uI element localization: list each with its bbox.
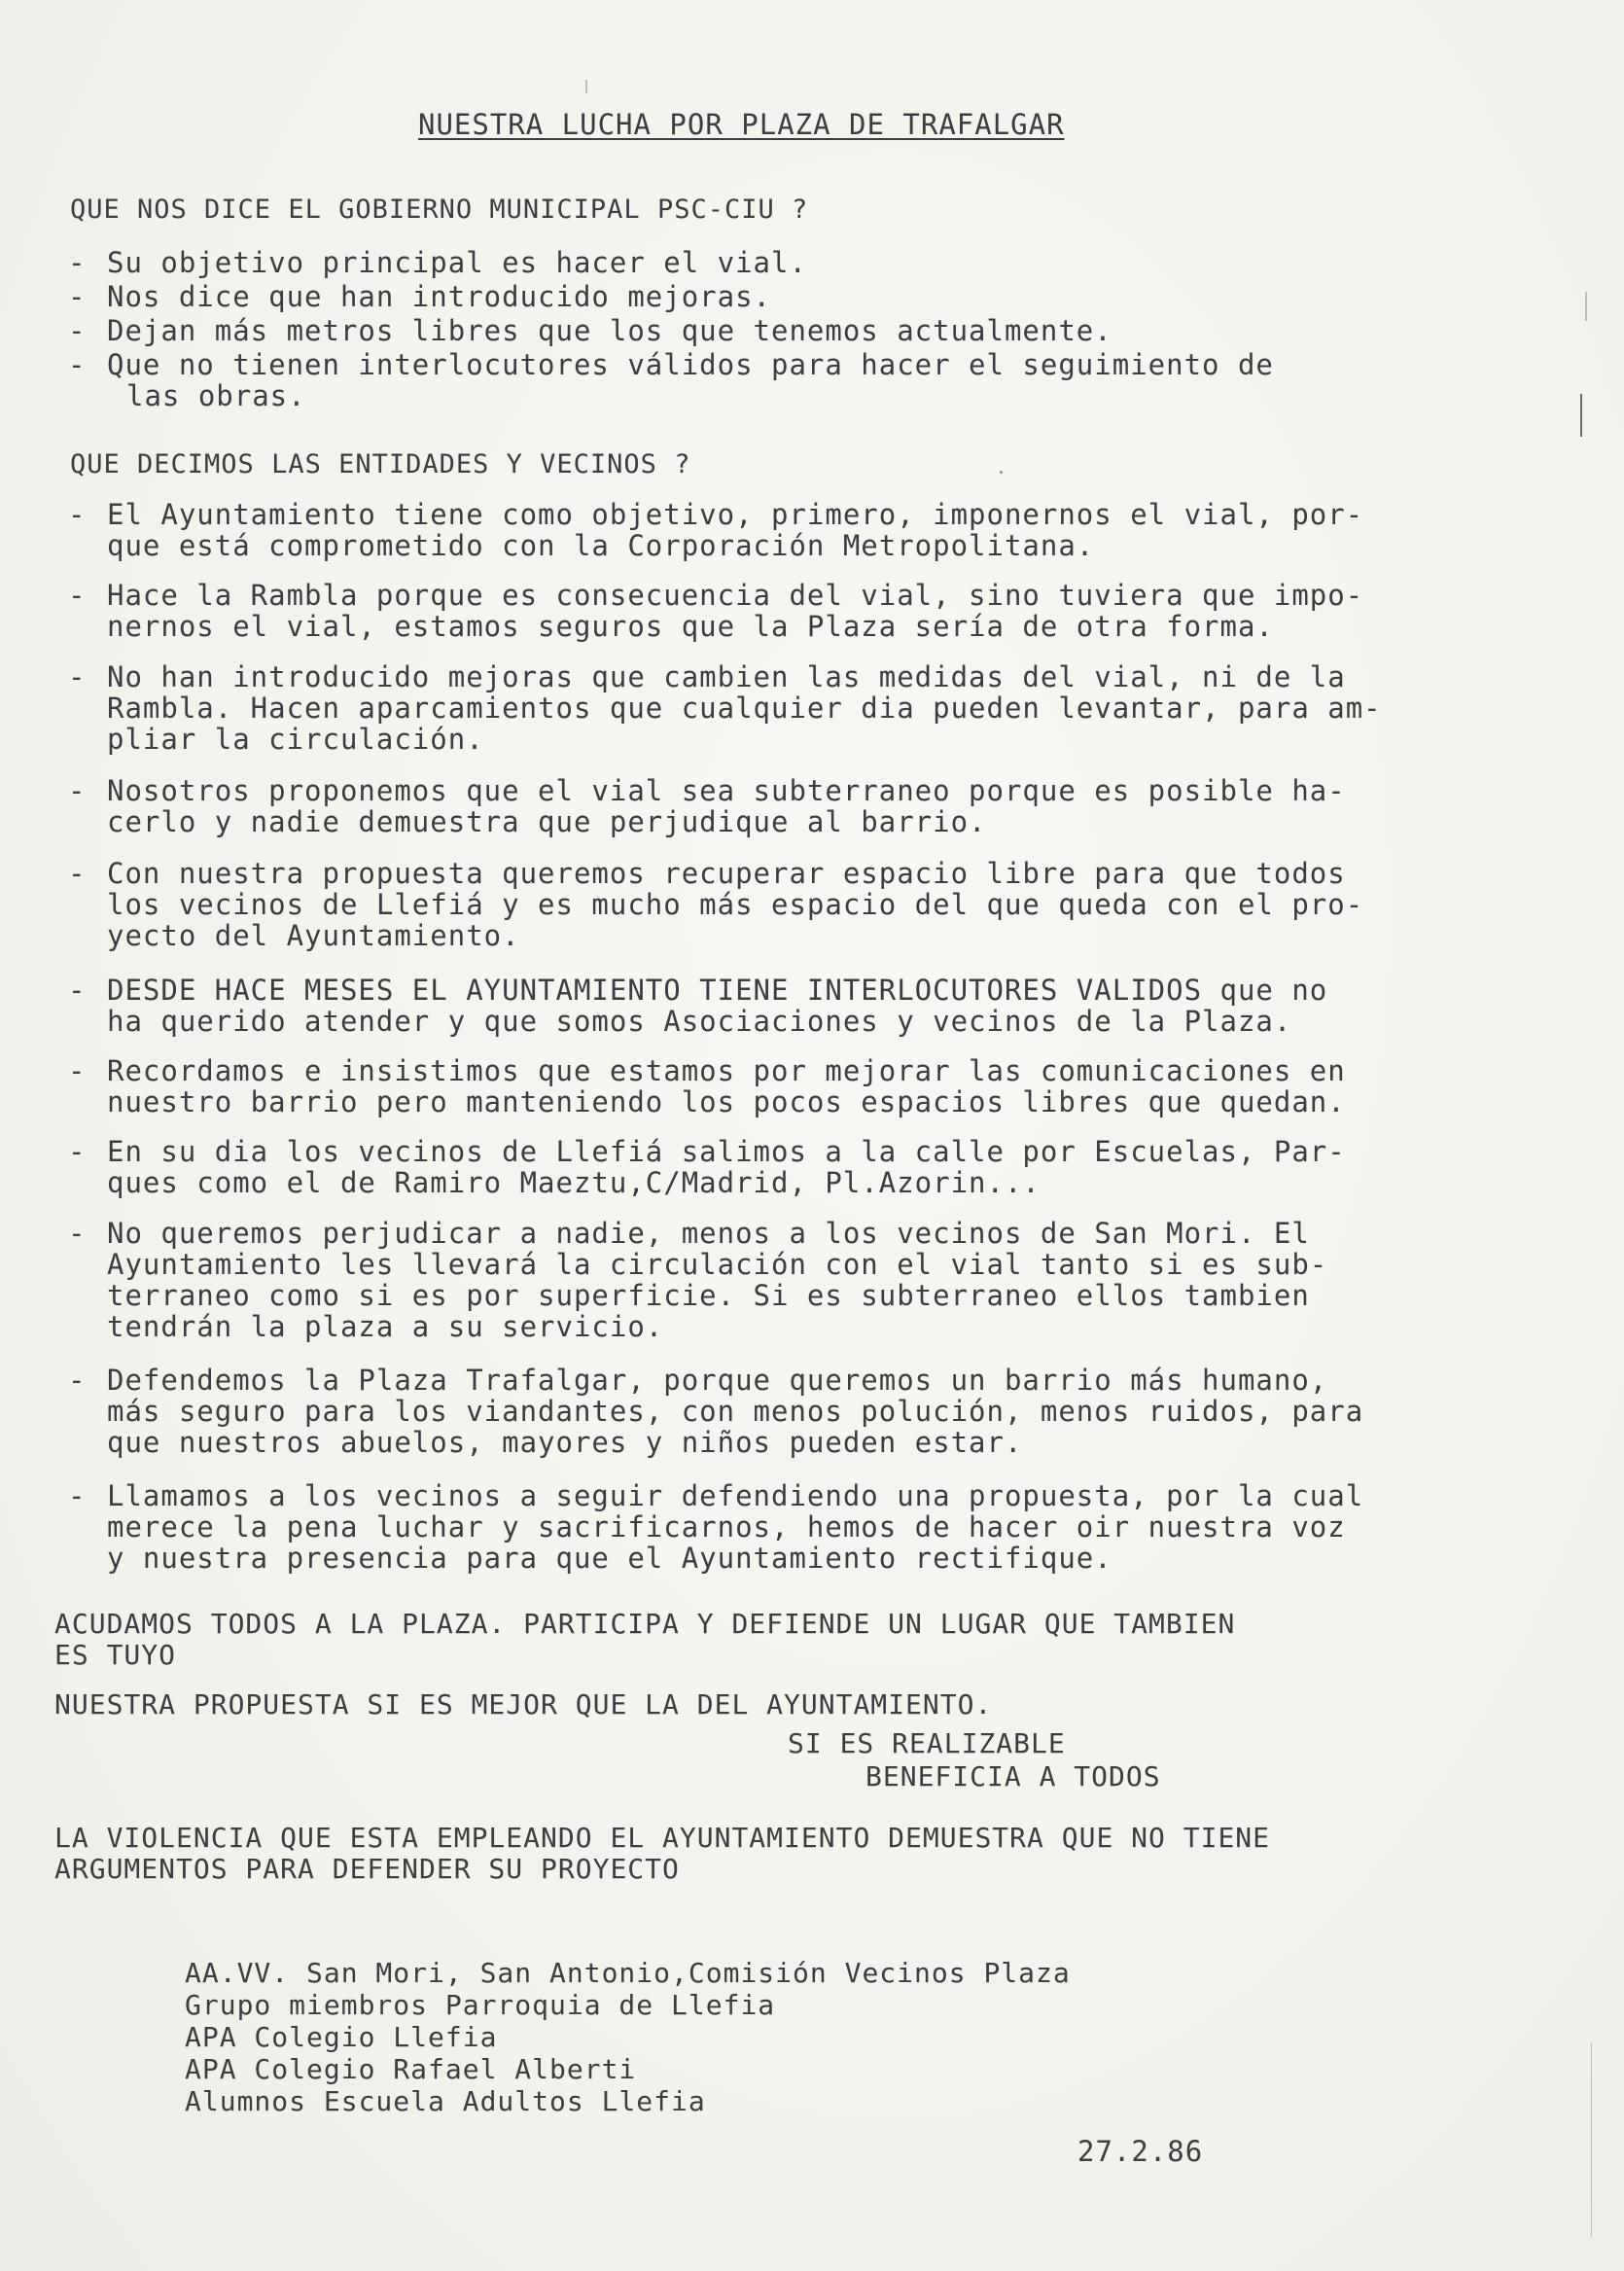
item-line: tendrán la plaza a su servicio. — [107, 1310, 664, 1343]
margin-mark — [1591, 2042, 1592, 2237]
proposal-line: BENEFICIA A TODOS — [865, 1760, 1161, 1792]
item-line: Nosotros proponemos que el vial sea subterraneo porque es posible ha- — [107, 774, 1346, 807]
bullet-dash: - — [68, 246, 87, 279]
item-line: Llamamos a los vecinos a seguir defendiendo una propuesta, por la cual — [107, 1479, 1364, 1512]
item-line: los vecinos de Llefiá y es mucho más espacio del que queda con el pro- — [107, 888, 1364, 921]
item-line: nernos el vial, estamos seguros que la Plaza sería de otra forma. — [107, 610, 1274, 643]
item-line: Dejan más metros libres que los que tenemos actualmente. — [107, 314, 1112, 347]
speck — [1000, 471, 1003, 474]
bullet-dash: - — [68, 314, 87, 347]
item-line: En su dia los vecinos de Llefiá salimos a la calle por Escuelas, Par- — [107, 1135, 1346, 1168]
bullet-dash: - — [68, 1135, 87, 1168]
item-line: Con nuestra propuesta queremos recuperar espacio libre para que todos — [107, 857, 1346, 890]
bullet-dash: - — [68, 660, 87, 693]
item-line: ha querido atender y que somos Asociaciones y vecinos de la Plaza. — [107, 1005, 1292, 1038]
item-line: Que no tienen interlocutores válidos para hacer el seguimiento de — [107, 348, 1274, 381]
item-line: más seguro para los viandantes, con menos polución, menos ruidos, para — [107, 1395, 1364, 1428]
proposal-line: NUESTRA PROPUESTA SI ES MEJOR QUE LA DEL AYUNTAMIENTO. — [54, 1688, 993, 1721]
signatory: APA Colegio Llefia — [185, 2021, 498, 2053]
item-line: No queremos perjudicar a nadie, menos a los vecinos de San Mori. El — [107, 1217, 1310, 1250]
call-to-action-line: ACUDAMOS TODOS A LA PLAZA. PARTICIPA Y DEFIENDE UN LUGAR QUE TAMBIEN — [54, 1608, 1236, 1640]
item-line: nuestro barrio pero manteniendo los pocos espacios libres que quedan. — [107, 1085, 1346, 1118]
violence-line: LA VIOLENCIA QUE ESTA EMPLEANDO EL AYUNTAMIENTO DEMUESTRA QUE NO TIENE — [54, 1822, 1271, 1854]
bullet-dash: - — [68, 857, 87, 890]
item-line: pliar la circulación. — [107, 723, 484, 756]
item-line: yecto del Ayuntamiento. — [107, 919, 520, 952]
item-line: Rambla. Hacen aparcamientos que cualquier dia pueden levantar, para am- — [107, 692, 1382, 725]
item-line: Defendemos la Plaza Trafalgar, porque queremos un barrio más humano, — [107, 1364, 1328, 1397]
item-line: Su objetivo principal es hacer el vial. — [107, 246, 807, 279]
speck — [585, 80, 587, 93]
item-line: Ayuntamiento les llevará la circulación con el vial tanto si es sub- — [107, 1248, 1328, 1281]
signatory: Alumnos Escuela Adultos Llefia — [185, 2085, 706, 2117]
bullet-dash: - — [68, 579, 87, 612]
call-to-action-line: ES TUYO — [54, 1639, 177, 1671]
item-line: que nuestros abuelos, mayores y niños pueden estar. — [107, 1426, 1023, 1459]
section2-heading: QUE DECIMOS LAS ENTIDADES Y VECINOS ? — [70, 449, 691, 479]
item-line: No han introducido mejoras que cambien las medidas del vial, ni de la — [107, 660, 1346, 693]
bullet-dash: - — [68, 498, 87, 531]
bullet-dash: - — [68, 1054, 87, 1087]
document-date: 27.2.86 — [1077, 2135, 1204, 2168]
bullet-dash: - — [68, 1217, 87, 1250]
item-line: que está comprometido con la Corporación Metropolitana. — [107, 529, 1095, 562]
item-line: las obras. — [126, 379, 306, 412]
bullet-dash: - — [68, 280, 87, 313]
item-line: Recordamos e insistimos que estamos por mejorar las comunicaciones en — [107, 1054, 1346, 1087]
violence-line: ARGUMENTOS PARA DEFENDER SU PROYECTO — [54, 1853, 680, 1885]
item-line: El Ayuntamiento tiene como objetivo, primero, imponernos el vial, por- — [107, 498, 1364, 531]
proposal-line: SI ES REALIZABLE — [788, 1727, 1066, 1759]
item-line: y nuestra presencia para que el Ayuntamiento rectifique. — [107, 1542, 1112, 1575]
margin-mark — [1585, 292, 1587, 321]
bullet-dash: - — [68, 1364, 87, 1397]
signatory: AA.VV. San Mori, San Antonio,Comisión Vecinos Plaza — [185, 1957, 1071, 1989]
item-line: DESDE HACE MESES EL AYUNTAMIENTO TIENE INTERLOCUTORES VALIDOS que no — [107, 974, 1328, 1007]
page-title: NUESTRA LUCHA POR PLAZA DE TRAFALGAR — [418, 108, 1065, 141]
bullet-dash: - — [68, 1479, 87, 1512]
margin-mark — [1580, 394, 1582, 437]
item-line: terraneo como si es por superficie. Si es subterraneo ellos tambien — [107, 1279, 1310, 1312]
item-line: cerlo y nadie demuestra que perjudique al barrio. — [107, 805, 987, 838]
bullet-dash: - — [68, 974, 87, 1007]
signatory: APA Colegio Rafael Alberti — [185, 2053, 637, 2085]
item-line: Hace la Rambla porque es consecuencia del vial, sino tuviera que impo- — [107, 579, 1364, 612]
item-line: merece la pena luchar y sacrificarnos, hemos de hacer oir nuestra voz — [107, 1510, 1346, 1544]
signatory: Grupo miembros Parroquia de Llefia — [185, 1989, 776, 2021]
section1-heading: QUE NOS DICE EL GOBIERNO MUNICIPAL PSC-CIU ? — [70, 195, 809, 225]
item-line: Nos dice que han introducido mejoras. — [107, 280, 772, 313]
item-line: ques como el de Ramiro Maeztu,C/Madrid, Pl.Azorin... — [107, 1166, 1041, 1199]
bullet-dash: - — [68, 348, 87, 381]
bullet-dash: - — [68, 774, 87, 807]
